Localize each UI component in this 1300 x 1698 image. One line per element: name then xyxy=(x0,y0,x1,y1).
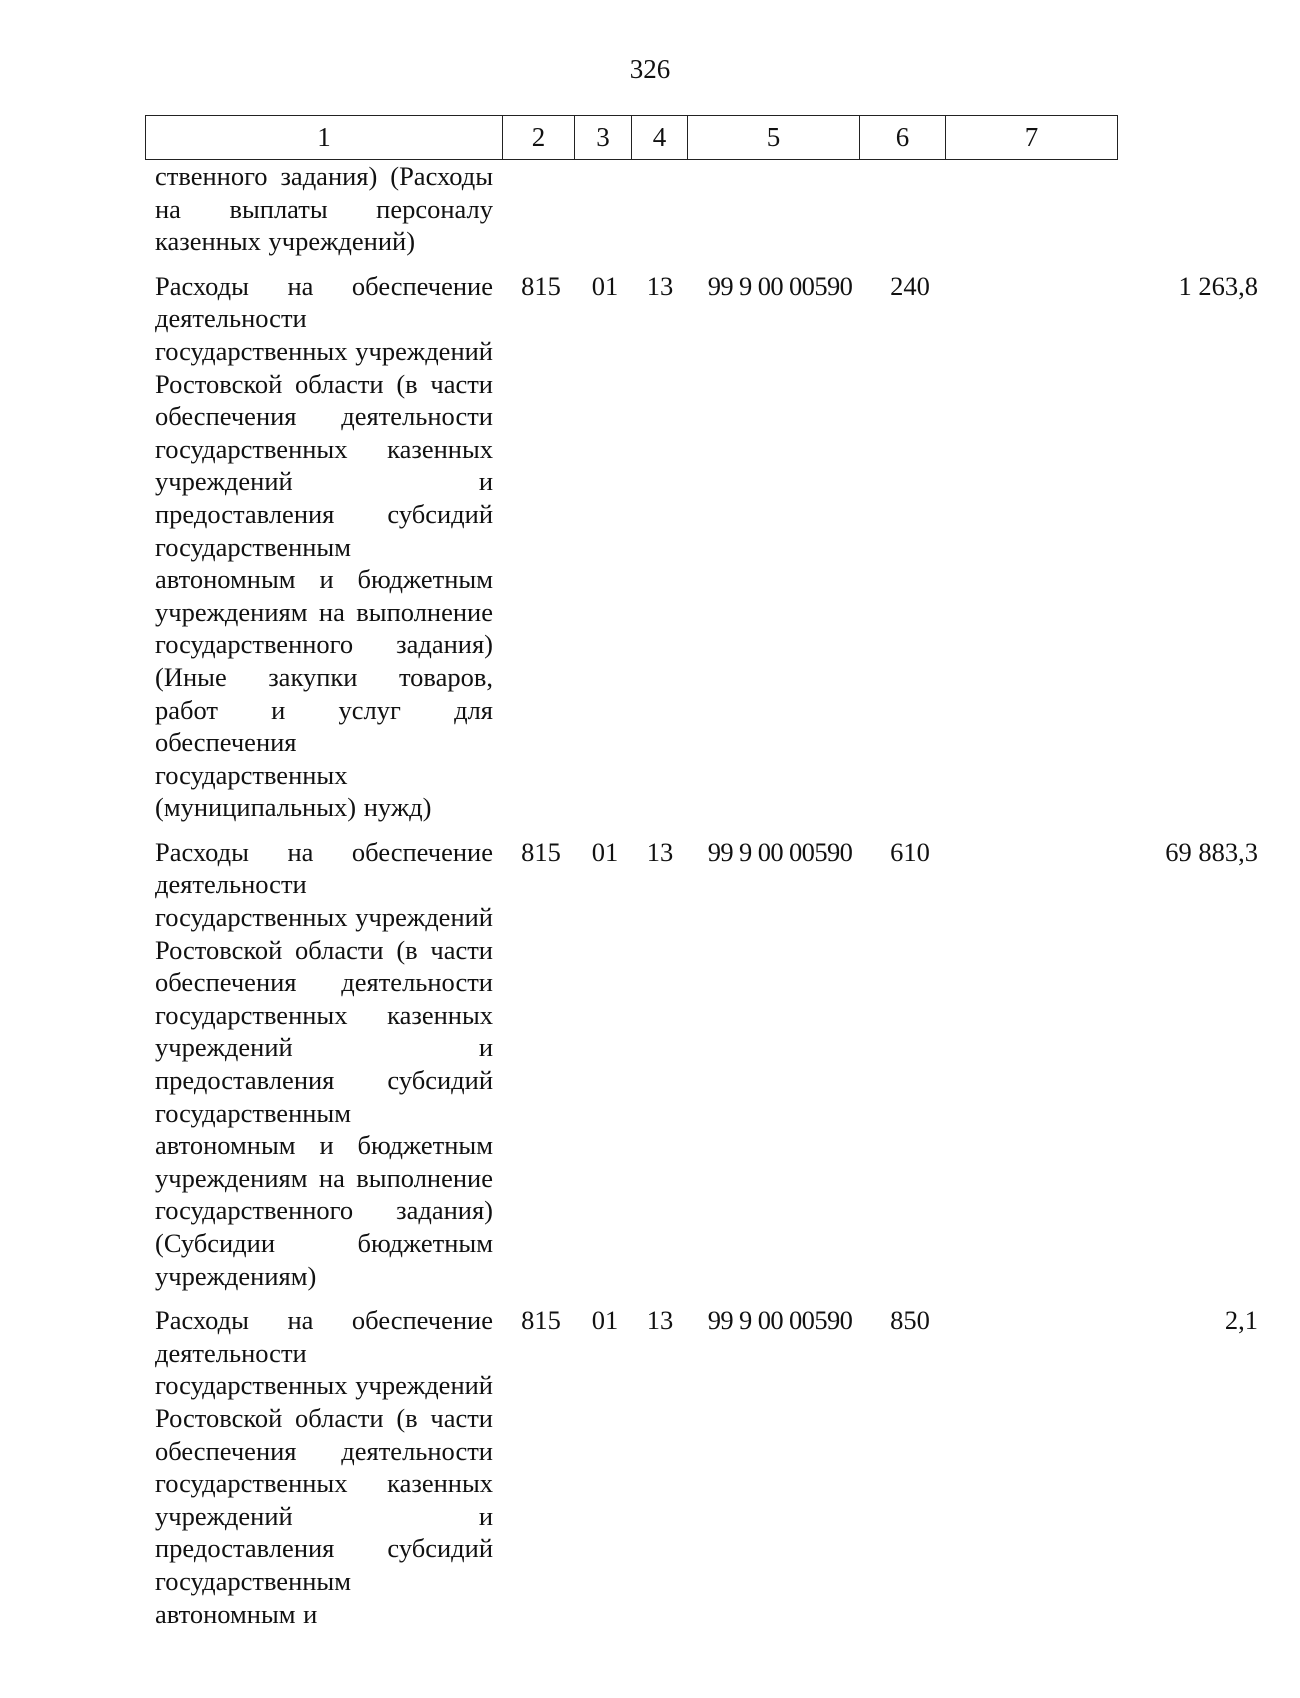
row-col5: 99 9 00 00590 xyxy=(707,836,853,867)
column-header-4: 4 xyxy=(632,116,688,160)
row-description: ственного задания) (Расходы на выплаты персоналу казенных учреждений) xyxy=(155,161,493,257)
column-header-table xyxy=(145,115,1118,160)
row-col4: 13 xyxy=(646,1305,674,1336)
row-description: Расходы на обеспечение деятельности государственных учреждений Ростовской области (в части обеспечения деятельности государственных казенных учреждений и предоставления субсидий государственным автономным и бюджетным учреждениям на выполнение государственного задания) (Иные закупки товаров, работ и услуг для обеспечения государственных (муниципальных) нужд) xyxy=(155,270,493,823)
row-col3: 01 xyxy=(591,836,619,867)
column-header-3: 3 xyxy=(575,116,632,160)
column-header-2: 2 xyxy=(503,116,575,160)
column-header-1: 1 xyxy=(146,116,503,160)
page-number: 326 xyxy=(629,54,671,84)
row-description: Расходы на обеспечение деятельности государственных учреждений Ростовской области (в части обеспечения деятельности государственных казенных учреждений и предоставления субсидий государственным автономным и xyxy=(155,1305,493,1629)
column-header-row xyxy=(146,116,1118,160)
row-col4: 13 xyxy=(646,270,674,301)
column-header-5: 5 xyxy=(688,116,860,160)
row-col6: 610 xyxy=(890,836,930,867)
row-col6: 850 xyxy=(890,1305,930,1336)
table-row xyxy=(155,1304,1258,1630)
table-row xyxy=(155,270,1258,824)
table-body xyxy=(155,160,1258,1642)
row-col3: 01 xyxy=(591,1305,619,1336)
table-row-continuation xyxy=(155,160,1115,258)
column-header-6: 6 xyxy=(860,116,946,160)
row-col7: 2,1 xyxy=(1224,1305,1258,1336)
column-header-7: 7 xyxy=(946,116,1118,160)
row-col4: 13 xyxy=(646,836,674,867)
row-description: Расходы на обеспечение деятельности государственных учреждений Ростовской области (в части обеспечения деятельности государственных казенных учреждений и предоставления субсидий государственным автономным и бюджетным учреждениям на выполнение государственного задания) (Субсидии бюджетным учреждениям) xyxy=(155,836,493,1291)
row-col5: 99 9 00 00590 xyxy=(707,270,853,301)
row-col6: 240 xyxy=(890,270,930,301)
row-col7: 1 263,8 xyxy=(1178,270,1258,301)
row-col2: 815 xyxy=(521,1305,561,1336)
row-col5: 99 9 00 00590 xyxy=(707,1305,853,1336)
row-col2: 815 xyxy=(521,836,561,867)
row-col2: 815 xyxy=(521,270,561,301)
table-row xyxy=(155,836,1258,1292)
row-col7: 69 883,3 xyxy=(1165,836,1258,867)
row-col3: 01 xyxy=(591,270,619,301)
